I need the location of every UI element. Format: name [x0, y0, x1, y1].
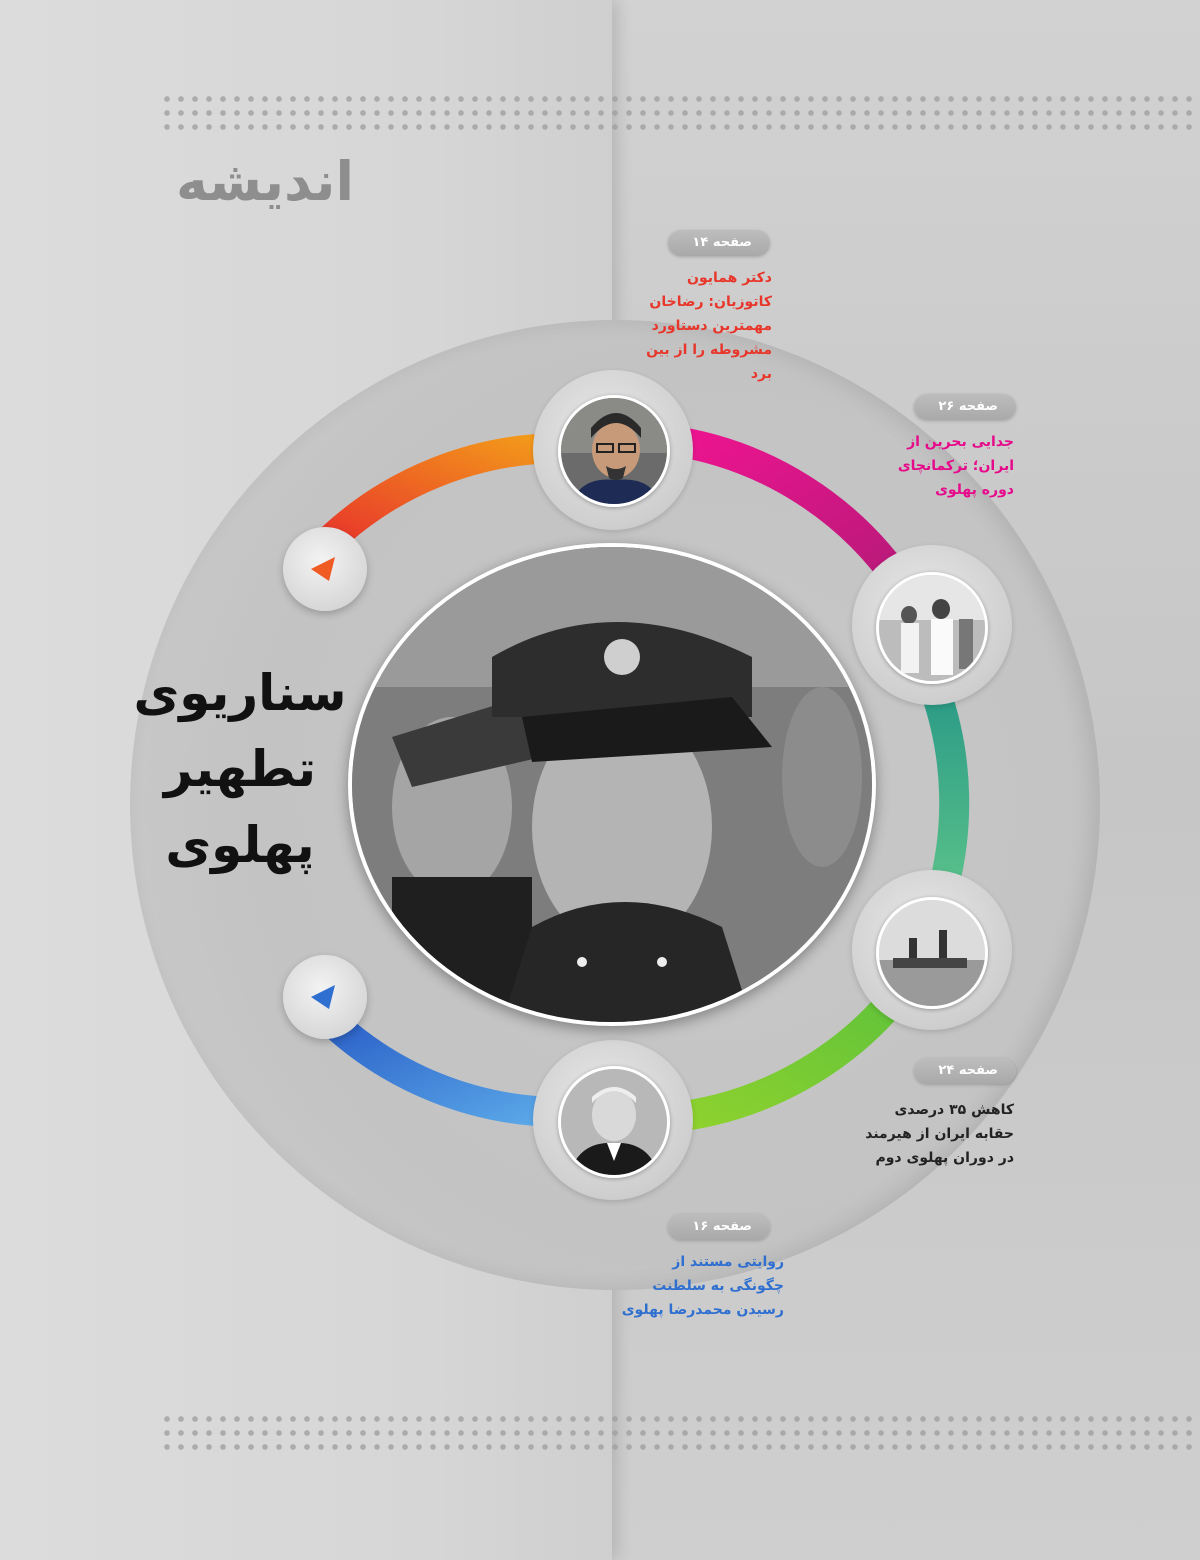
play-left-orange-icon	[283, 527, 367, 611]
story-katouzian[interactable]	[600, 266, 772, 386]
story-hirmand[interactable]	[820, 1098, 1014, 1170]
main-title-line-1: سناریوی	[133, 664, 347, 722]
photo-katouzian[interactable]	[558, 395, 670, 507]
main-title-line-2: تطهیر	[163, 740, 316, 798]
boat-on-water-image	[879, 900, 985, 1006]
page-badge-16[interactable]: صفحه ۱۶	[668, 1214, 770, 1240]
ring-segment-teal	[935, 690, 954, 900]
page-badge-14[interactable]: صفحه ۱۴	[668, 230, 770, 256]
story-line: مهمترین دستاورد	[651, 318, 772, 334]
photo-boat[interactable]	[876, 897, 988, 1009]
main-title	[120, 655, 360, 883]
ring-arrow-top[interactable]	[283, 527, 367, 611]
historic-group-photo-image	[879, 575, 985, 681]
story-line: دکتر همایون	[687, 270, 772, 286]
story-line: روایتی مستند از	[672, 1254, 784, 1270]
story-line: چگونگی به سلطنت	[652, 1278, 784, 1294]
photo-mohammad-reza[interactable]	[558, 1066, 670, 1178]
portrait-official-image	[561, 1069, 667, 1175]
story-line: در دوران پهلوی دوم	[875, 1150, 1014, 1166]
story-line: رسیدن محمدرضا پهلوی	[621, 1302, 784, 1318]
story-line: مشروطه را از بین	[646, 342, 772, 358]
story-mohammad-reza[interactable]	[570, 1250, 784, 1322]
reza-shah-soldiers-image	[352, 547, 872, 1022]
story-line: جدایی بحرین از	[907, 434, 1014, 450]
photo-bahrain[interactable]	[876, 572, 988, 684]
play-left-blue-icon	[283, 955, 367, 1039]
story-line: کاهش ۳۵ درصدی	[894, 1102, 1014, 1118]
story-line: حقابه ایران از هیرمند	[865, 1126, 1014, 1142]
section-title: اندیشه	[176, 150, 354, 213]
main-title-line-3: پهلوی	[165, 816, 315, 874]
story-line: دوره پهلوی	[935, 482, 1014, 498]
page-badge-24[interactable]: صفحه ۲۴	[914, 1058, 1016, 1084]
story-line: برد	[750, 366, 772, 382]
story-line: ایران؛ ترکمانچای	[897, 458, 1014, 474]
story-bahrain[interactable]	[860, 430, 1014, 502]
ring-arrow-bottom[interactable]	[283, 955, 367, 1039]
page-badge-26[interactable]: صفحه ۲۶	[914, 394, 1016, 420]
story-line: کاتوزیان: رضاخان	[649, 294, 772, 310]
center-photo-reza-shah[interactable]	[348, 543, 876, 1026]
portrait-man-glasses-image	[561, 398, 667, 504]
